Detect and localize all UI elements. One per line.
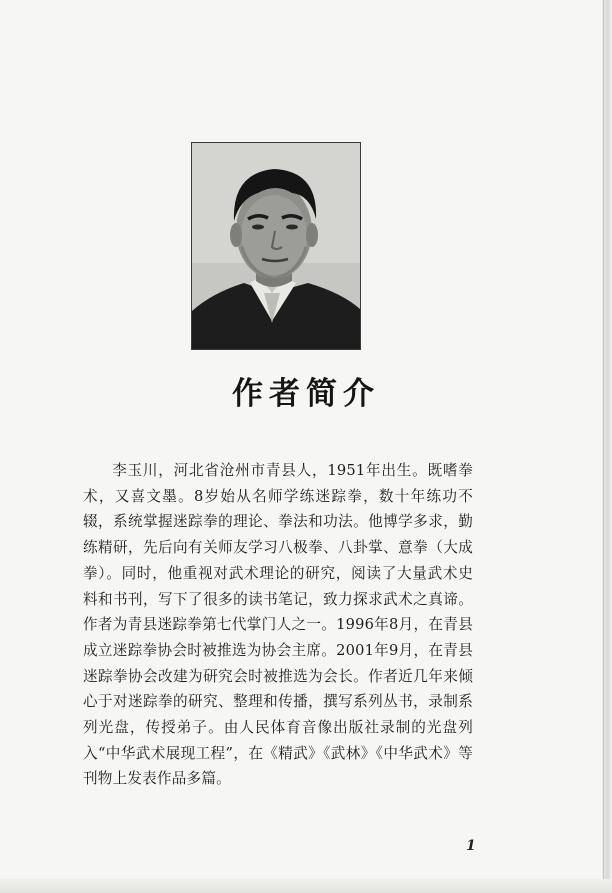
scan-bottom-band [0, 879, 612, 893]
page-number: 1 [466, 838, 476, 854]
author-biography: 李玉川，河北省沧州市青县人，1951年出生。既嗜拳术，又喜文墨。8岁始从名师学练迷踪拳，数十年练功不辍，系统掌握迷踪拳的理论、拳法和功法。他博学多求，勤练精研，先后向有关师友学习八极拳、八卦掌、意拳（大成拳）。同时，他重视对武术理论的研究，阅读了大量武术史料和书刊，写下了很多的读书笔记，致力探求武术之真谛。作者为青县迷踪拳第七代掌门人之一。1996年8月，在青县成立迷踪拳协会时被推选为协会主席。2001年9月，在青县迷踪拳协会改建为研究会时被推选为会长。作者近几年来倾心于对迷踪拳的研究、整理和传播，撰写系列丛书，录制系列光盘，传授弟子。由人民体育音像出版社录制的光盘列入“中华武术展现工程”，在《精武》《武林》《中华武术》等刊物上发表作品多篇。 [83, 462, 473, 788]
scan-edge-line [603, 0, 604, 893]
author-portrait [191, 142, 361, 350]
section-title: 作者简介 [232, 376, 380, 412]
